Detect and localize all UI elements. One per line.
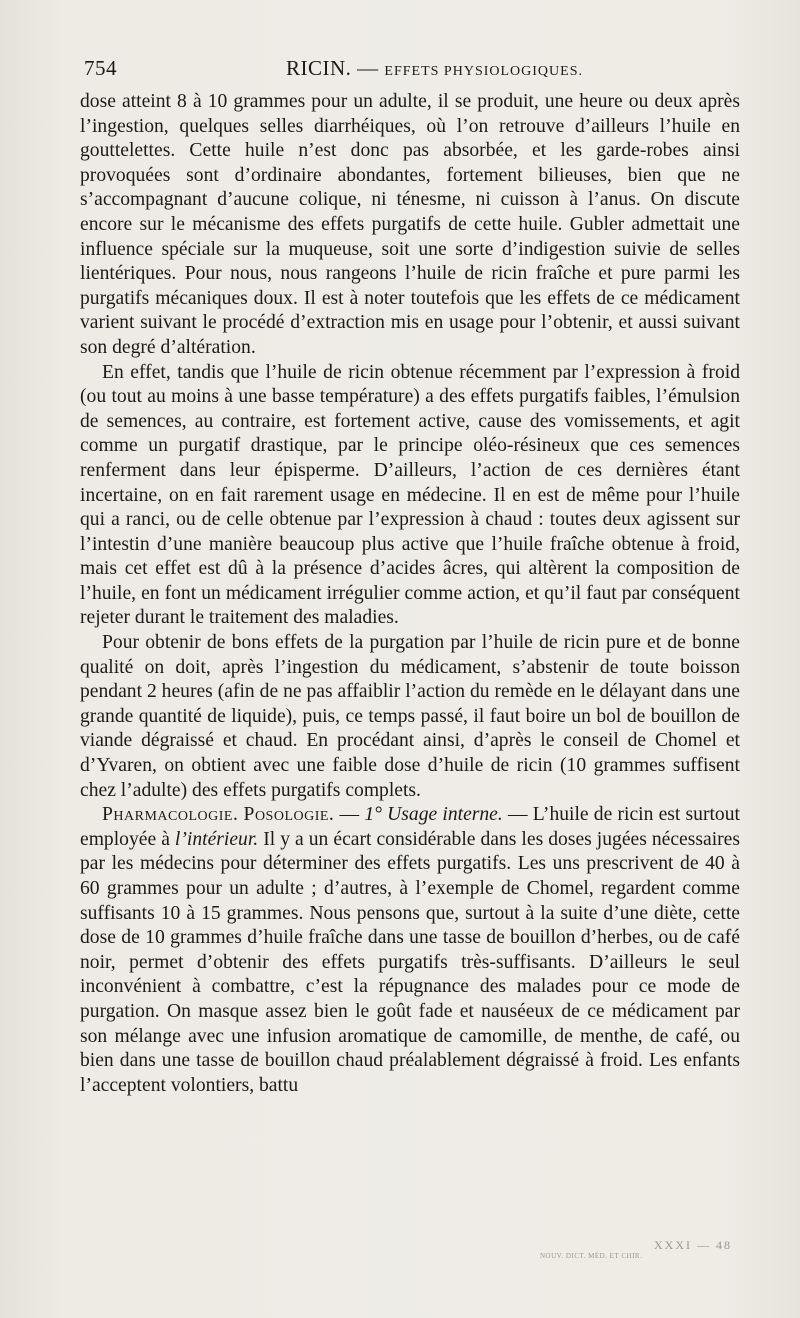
paragraph-4-text-a: L’huile de ricin est surtout employée à <box>80 804 740 850</box>
footer-note: NOUV. DICT. MÉD. ET CHIR. <box>540 1252 643 1260</box>
signature-mark: XXXI — 48 <box>654 1238 732 1252</box>
section-label-pharmacologie: Pharmacologie. <box>102 804 239 826</box>
italic-interieur: l’intérieur. <box>174 828 259 850</box>
body-text <box>80 90 740 1098</box>
paragraph-3: Pour obtenir de bons effets de la purgation par l’huile de ricin pure et de bonne qualité on doit, après l’ingestion du médicament, s’abstenir de toute boisson pendant 2 heures (afin de ne pas affaiblir l’action du remède en le délayant dans une grande quantité de liquide), puis, ce temps passé, il faut boire un bol de bouillon de viande dégraissé et chaud. En procédant ainsi, d’après le conseil de Chomel et d’Yvaren, on obtient avec une faible dose d’huile de ricin (10 grammes suffisent chez l’adulte) des effets purgatifs complets. <box>80 632 740 801</box>
running-head-dash: — <box>357 56 379 80</box>
paragraph-1: dose atteint 8 à 10 grammes pour un adulte, il se produit, une heure ou deux après l’ingestion, quelques selles diarrhéiques, où l’on retrouve d’ailleurs l’huile en gouttelettes. Cette huile n’est donc pas absorbée, et les garde-robes ainsi provoquées sont d’ordinaire abondantes, fortement bilieuses, bien que ne s’accompagnant d’aucune colique, ni ténesme, ni cuisson à l’anus. On discute encore sur le mécanisme des effets purgatifs de cette huile. Gubler admettait une influence spéciale sur la muqueuse, soit une sorte d’indigestion suivie de selles lientériques. Pour nous, nous rangeons l’huile de ricin fraîche et pure parmi les purgatifs mécaniques doux. Il est à noter toutefois que les effets de ce médicament varient suivant le procédé d’extraction mis en usage pour l’obtenir, et aussi suivant son degré d’altération. <box>80 91 740 358</box>
page-header <box>84 56 740 86</box>
running-head-title: RICIN. <box>286 56 352 80</box>
dash-2: — <box>507 804 528 826</box>
paragraph-4-text-b: Il y a un écart considérable dans les doses jugées nécessaires par les médecins pour déterminer des effets purgatifs. Les uns prescrivent de 40 à 60 grammes pour un adulte ; d’autres, à l’exemple de Chomel, regardent comme suffisants 10 à 15 grammes. Nous pensons que, surtout à la suite d’une diète, cette dose de 10 grammes d’huile fraîche dans une tasse de bouillon d’herbes, ou de café noir, permet d’obtenir des effets purgatifs très-suffisants. D’ailleurs le seul inconvénient à combattre, c’est la répugnance des malades pour ce mode de purgation. On masque assez bien le goût fade et nauséeux de ce médicament par son mélange avec une infusion aromatique de camomille, de menthe, de café, ou bien dans une tasse de bouillon chaud préalablement dégraissé à froid. Les enfants l’acceptent volontiers, battu <box>80 828 740 1096</box>
subheading-usage-interne: 1° Usage interne. <box>364 804 503 826</box>
page-footer <box>480 1238 740 1258</box>
running-head <box>286 56 583 81</box>
section-label-posologie: Posologie. <box>243 804 335 826</box>
paragraph-2: En effet, tandis que l’huile de ricin obtenue récemment par l’expression à froid (ou tout au moins à une basse température) a des effets purgatifs faibles, l’émulsion de semences, au contraire, est fortement active, cause des vomissements, et agit comme un purgatif drastique, par le principe oléo-résineux que ces semences renferment dans leur épisperme. D’ailleurs, l’action de ces dernières étant incertaine, on en fait rarement usage en médecine. Il en est de même pour l’huile qui a ranci, ou de celle obtenue par l’expression à chaud : toutes deux agissent sur l’intestin d’une manière beaucoup plus active que l’huile fraîche obtenue à froid, mais cet effet est dû à la présence d’acides âcres, qui altèrent la composition de l’huile, en font un médicament irrégulier comme action, et qu’il faut par conséquent rejeter durant le traitement des maladies. <box>80 361 740 629</box>
paragraph-4 <box>80 803 740 1098</box>
running-head-section: EFFETS PHYSIOLOGIQUES. <box>384 64 583 79</box>
page-number: 754 <box>84 56 117 80</box>
dash-1: — <box>339 804 360 826</box>
